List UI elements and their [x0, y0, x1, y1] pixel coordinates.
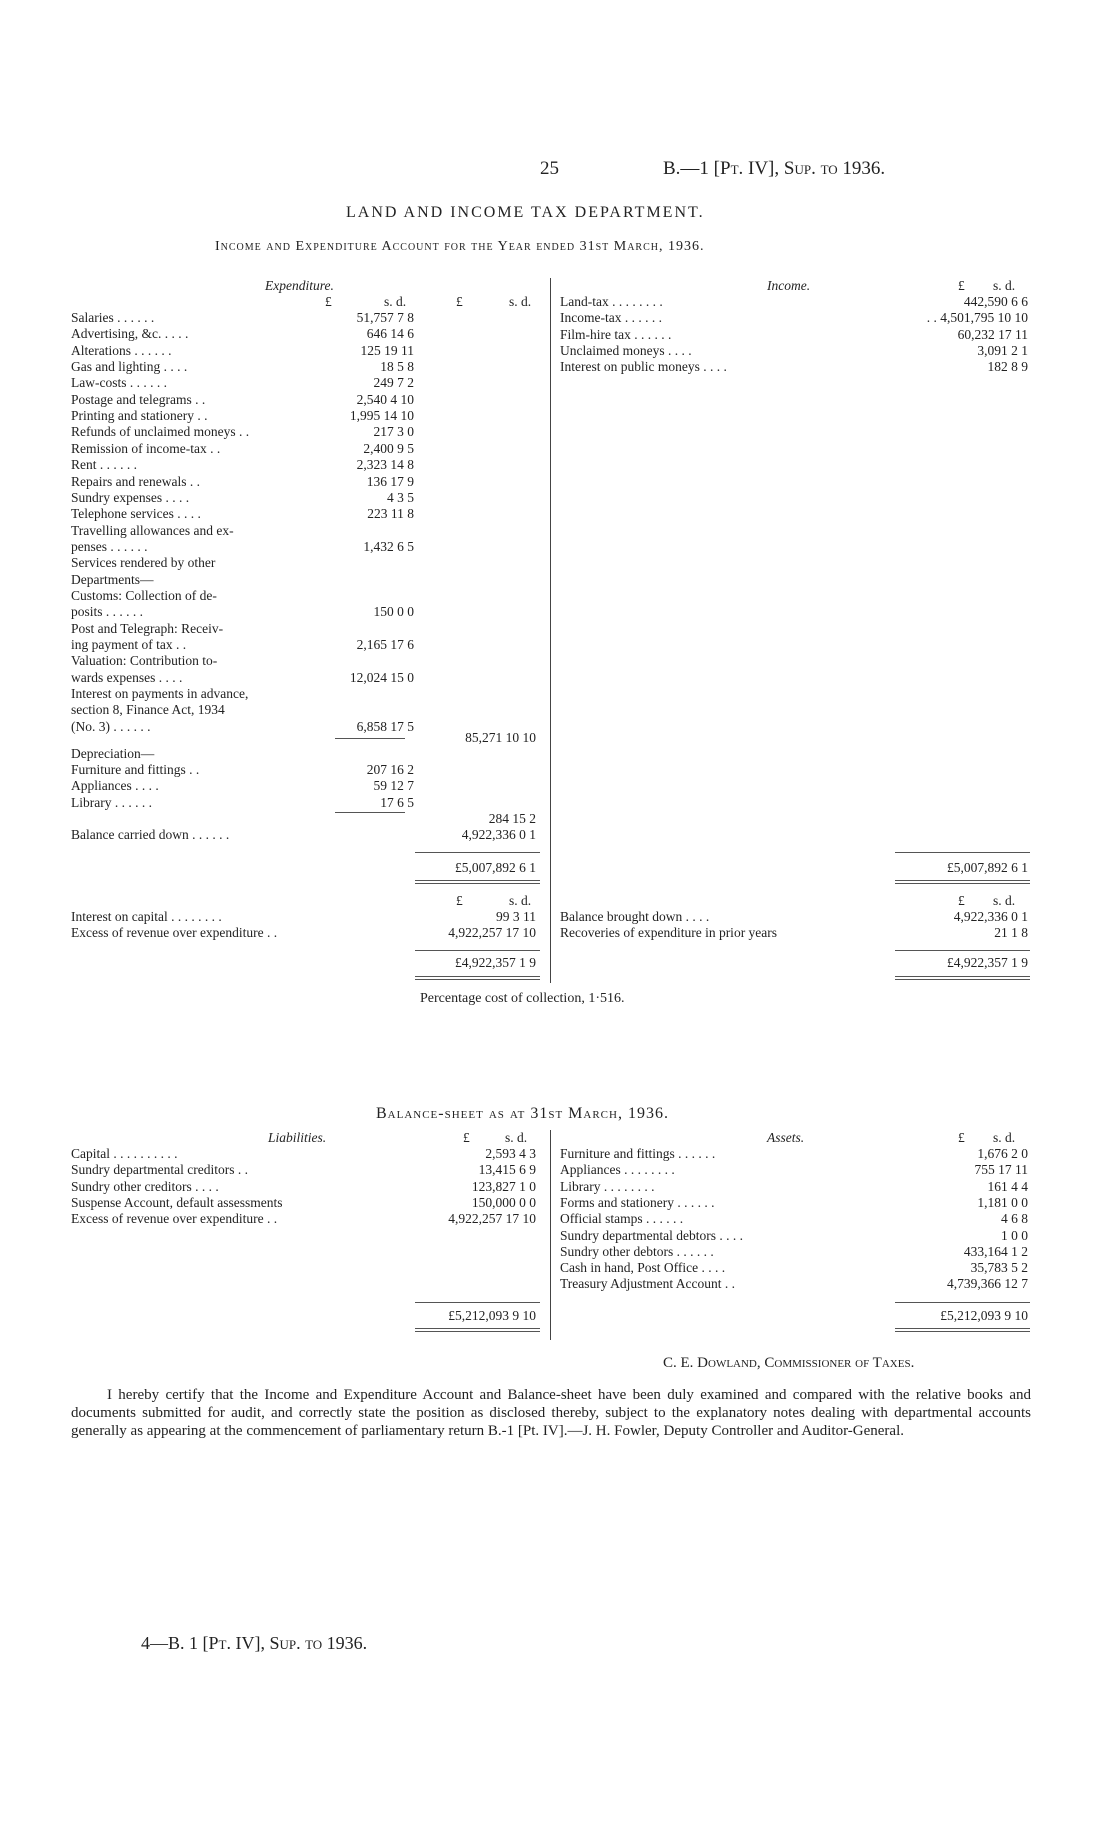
depreciation-row-label: Furniture and fittings . .: [71, 762, 200, 777]
expenditure-row-value: 2,323 14 8: [356, 457, 414, 473]
expenditure-row-value: 125 19 11: [360, 342, 414, 358]
rule: [415, 979, 540, 980]
rule: [335, 738, 405, 739]
expenditure-row-label: posits . . . . . .: [71, 604, 144, 620]
expenditure-row-label: Post and Telegraph: Receiv-: [71, 620, 224, 636]
expenditure-row-label: Rent . . . . . .: [71, 457, 137, 473]
expenditure-row-label: Sundry expenses . . . .: [71, 489, 190, 505]
asset-row-label: Cash in hand, Post Office . . . .: [560, 1260, 726, 1276]
asset-row-value: 1,676 2 0: [977, 1146, 1028, 1161]
liability-row-value: 123,827 1 0: [471, 1178, 536, 1194]
col-sd: s. d.: [509, 294, 532, 309]
rule: [415, 883, 540, 884]
expenditure-row-label: ing payment of tax . .: [71, 637, 187, 652]
depreciation-heading: Depreciation—: [71, 746, 155, 761]
balance-sheet-title: Balance-sheet as at 31st March, 1936.: [376, 1105, 669, 1122]
rule: [415, 1331, 540, 1332]
expenditure-row-label: Gas and lighting . . . .: [71, 359, 188, 375]
rule: [415, 976, 540, 977]
income-row-value: 442,590 6 6: [963, 294, 1028, 309]
asset-row-value: 161 4 4: [987, 1178, 1028, 1194]
expenditure-row-label: Refunds of unclaimed moneys . .: [71, 424, 250, 440]
expenditure-row-label: section 8, Finance Act, 1934: [71, 702, 225, 718]
col-sd: s. d.: [993, 1130, 1016, 1145]
rule: [415, 852, 540, 853]
col-pound: £: [958, 278, 965, 293]
asset-row-value: 1 0 0: [1001, 1227, 1028, 1243]
liability-row-label: Sundry departmental creditors . .: [71, 1162, 248, 1178]
expenditure-row-value: 223 11 8: [367, 506, 414, 522]
col-sd: s. d.: [505, 1130, 528, 1145]
asset-row-value: 35,783 5 2: [970, 1260, 1028, 1276]
asset-row-label: Furniture and fittings . . . . . .: [560, 1146, 716, 1161]
expenditure-row-value: 1,995 14 10: [349, 408, 414, 424]
depreciation-row-value: 59 12 7: [373, 778, 414, 794]
expenditure-row-value: 18 5 8: [380, 359, 414, 375]
appropriation-left-row-label: Excess of revenue over expenditure . .: [71, 925, 278, 941]
expenditure-row-value: 2,400 9 5: [363, 440, 414, 456]
asset-row-value: 4 6 8: [1001, 1211, 1028, 1227]
income-row-label: Film-hire tax . . . . . .: [560, 326, 672, 342]
expenditure-row-value: 51,757 7 8: [356, 310, 414, 325]
appropriation-left-total: £4,922,357 1 9: [455, 955, 536, 970]
appropriation-left-row-label: Interest on capital . . . . . . . .: [71, 909, 222, 924]
rule: [335, 812, 405, 813]
appropriation-left-row-value: 4,922,257 17 10: [448, 925, 536, 941]
expenditure-row-label: Services rendered by other: [71, 555, 216, 571]
assets-total: £5,212,093 9 10: [940, 1308, 1028, 1323]
liabilities-heading: Liabilities.: [268, 1130, 327, 1145]
expenditure-row-value: 2,165 17 6: [356, 637, 414, 652]
income-row-value: 3,091 2 1: [977, 342, 1028, 358]
signature: C. E. Dowland, Commissioner of Taxes.: [663, 1355, 915, 1371]
expenditure-row-value: 1,432 6 5: [363, 538, 414, 554]
asset-row-label: Sundry other debtors . . . . . .: [560, 1243, 714, 1259]
liability-row-value: 13,415 6 9: [478, 1162, 536, 1178]
expenditure-heading: Expenditure.: [265, 278, 334, 293]
income-row-value: . . 4,501,795 10 10: [926, 310, 1028, 326]
expenditure-row-label: Customs: Collection of de-: [71, 587, 217, 603]
col-sd: s. d.: [509, 893, 532, 908]
asset-row-value: 755 17 11: [974, 1162, 1028, 1178]
asset-row-label: Treasury Adjustment Account . .: [560, 1276, 735, 1292]
percentage-note: Percentage cost of collection, 1·516.: [420, 991, 625, 1006]
asset-row-label: Library . . . . . . . .: [560, 1178, 655, 1194]
expenditure-row-label: Postage and telegrams . .: [71, 391, 206, 407]
expenditure-row-value: 6,858 17 5: [356, 718, 414, 734]
expenditure-row-value: 249 7 2: [373, 375, 414, 391]
rule: [895, 1328, 1030, 1329]
page-number: 25: [540, 158, 559, 179]
expenditure-row-label: wards expenses . . . .: [71, 669, 183, 685]
col-sd: s. d.: [993, 893, 1016, 908]
col-pound: £: [325, 294, 332, 309]
col-pound: £: [456, 294, 463, 309]
expenditure-row-label: Law-costs . . . . . .: [71, 375, 167, 391]
appropriation-right-row-value: 4,922,336 0 1: [953, 909, 1028, 924]
column-divider: [550, 1130, 551, 1340]
col-pound: £: [463, 1130, 470, 1145]
appropriation-left-row-value: 99 3 11: [496, 909, 536, 924]
asset-row-label: Forms and stationery . . . . . .: [560, 1194, 715, 1210]
document-reference: B.—1 [Pt. IV], Sup. to 1936.: [663, 158, 886, 179]
col-sd: s. d.: [384, 294, 407, 309]
rule: [895, 852, 1030, 853]
expenditure-row-value: 217 3 0: [373, 424, 414, 440]
expenditure-row-value: 2,540 4 10: [356, 391, 414, 407]
col-sd: s. d.: [993, 278, 1016, 293]
expenditure-row-label: Travelling allowances and ex-: [71, 522, 234, 538]
rule: [895, 979, 1030, 980]
expenditure-total: £5,007,892 6 1: [455, 860, 536, 875]
depreciation-row-value: 207 16 2: [366, 762, 414, 777]
expenditure-row-label: Telephone services . . . .: [71, 506, 201, 522]
expenditure-row-value: 150 0 0: [373, 604, 414, 620]
income-row-label: Land-tax . . . . . . . .: [560, 294, 663, 309]
appropriation-right-row-value: 21 1 8: [994, 925, 1028, 941]
liability-row-label: Sundry other creditors . . . .: [71, 1178, 219, 1194]
rule: [415, 1302, 540, 1303]
expenditure-row-value: 136 17 9: [366, 473, 414, 489]
income-row-value: 60,232 17 11: [957, 326, 1028, 342]
income-total: £5,007,892 6 1: [947, 860, 1028, 875]
expenditure-row-label: Remission of income-tax . .: [71, 440, 221, 456]
col-pound: £: [456, 893, 463, 908]
rule: [415, 1328, 540, 1329]
liability-row-value: 150,000 0 0: [471, 1194, 536, 1210]
asset-row-value: 433,164 1 2: [963, 1243, 1028, 1259]
rule: [895, 880, 1030, 881]
department-title: LAND AND INCOME TAX DEPARTMENT.: [346, 204, 705, 221]
expenditure-row-label: Repairs and renewals . .: [71, 473, 200, 489]
expenditure-row-label: Departments—: [71, 571, 154, 587]
expenditure-row-value: 4 3 5: [387, 489, 414, 505]
liability-row-value: 4,922,257 17 10: [448, 1211, 536, 1227]
asset-row-label: Appliances . . . . . . . .: [560, 1162, 675, 1178]
expenditure-row-label: penses . . . . . .: [71, 538, 148, 554]
expenditure-row-value: 12,024 15 0: [349, 669, 414, 685]
rule: [895, 883, 1030, 884]
account-title: Income and Expenditure Account for the Year ended 31st March, 1936.: [215, 239, 705, 254]
liability-row-value: 2,593 4 3: [485, 1146, 536, 1161]
expenditure-row-label: Advertising, &c. . . . .: [71, 326, 189, 342]
depreciation-row-value: 17 6 5: [380, 794, 414, 810]
asset-row-label: Official stamps . . . . . .: [560, 1211, 684, 1227]
expenditure-row-label: Salaries . . . . . .: [71, 310, 155, 325]
asset-row-value: 1,181 0 0: [977, 1194, 1028, 1210]
balance-carried-down-value: 4,922,336 0 1: [461, 827, 536, 842]
page-footer: 4—B. 1 [Pt. IV], Sup. to 1936.: [141, 1633, 368, 1653]
income-row-label: Income-tax . . . . . .: [560, 310, 662, 326]
rule: [895, 1331, 1030, 1332]
assets-heading: Assets.: [767, 1130, 805, 1145]
asset-row-value: 4,739,366 12 7: [947, 1276, 1028, 1292]
appropriation-right-row-label: Balance brought down . . . .: [560, 909, 710, 924]
balance-carried-down-label: Balance carried down . . . . . .: [71, 827, 230, 842]
depreciation-subtotal: 284 15 2: [488, 811, 536, 826]
expenditure-subtotal: 85,271 10 10: [465, 730, 536, 745]
rule: [415, 950, 540, 951]
rule: [895, 976, 1030, 977]
liabilities-total: £5,212,093 9 10: [448, 1308, 536, 1323]
appropriation-right-total: £4,922,357 1 9: [947, 955, 1028, 970]
income-row-label: Unclaimed moneys . . . .: [560, 342, 692, 358]
col-pound: £: [958, 1130, 965, 1145]
expenditure-row-label: Alterations . . . . . .: [71, 342, 172, 358]
column-divider: [550, 278, 551, 983]
income-heading: Income.: [767, 278, 811, 293]
depreciation-row-label: Library . . . . . .: [71, 794, 152, 810]
col-pound: £: [958, 893, 965, 908]
audit-certificate: I hereby certify that the Income and Expenditure Account and Balance-sheet have been duly examined and compared with the relative books and documents submitted for audit, and correctly state the position as disclosed thereby, subject to the explanatory notes dealing with departmental accounts generally as appearing at the commencement of parliamentary return B.-1 [Pt. IV].—J. H. Fowler, Deputy Controller and Auditor-General.: [71, 1387, 1031, 1439]
liability-row-label: Capital . . . . . . . . . .: [71, 1146, 178, 1161]
expenditure-row-label: Interest on payments in advance,: [71, 686, 249, 702]
income-row-value: 182 8 9: [987, 359, 1028, 375]
liability-row-label: Suspense Account, default assessments: [71, 1194, 283, 1210]
income-row-label: Interest on public moneys . . . .: [560, 359, 727, 375]
rule: [415, 880, 540, 881]
rule: [895, 950, 1030, 951]
appropriation-right-row-label: Recoveries of expenditure in prior years: [560, 925, 778, 941]
expenditure-row-label: Printing and stationery . .: [71, 408, 208, 424]
expenditure-row-label: (No. 3) . . . . . .: [71, 718, 151, 734]
asset-row-label: Sundry departmental debtors . . . .: [560, 1227, 743, 1243]
liability-row-label: Excess of revenue over expenditure . .: [71, 1211, 278, 1227]
rule: [895, 1302, 1030, 1303]
expenditure-row-value: 646 14 6: [366, 326, 414, 342]
depreciation-row-label: Appliances . . . .: [71, 778, 159, 794]
expenditure-row-label: Valuation: Contribution to-: [71, 653, 218, 669]
